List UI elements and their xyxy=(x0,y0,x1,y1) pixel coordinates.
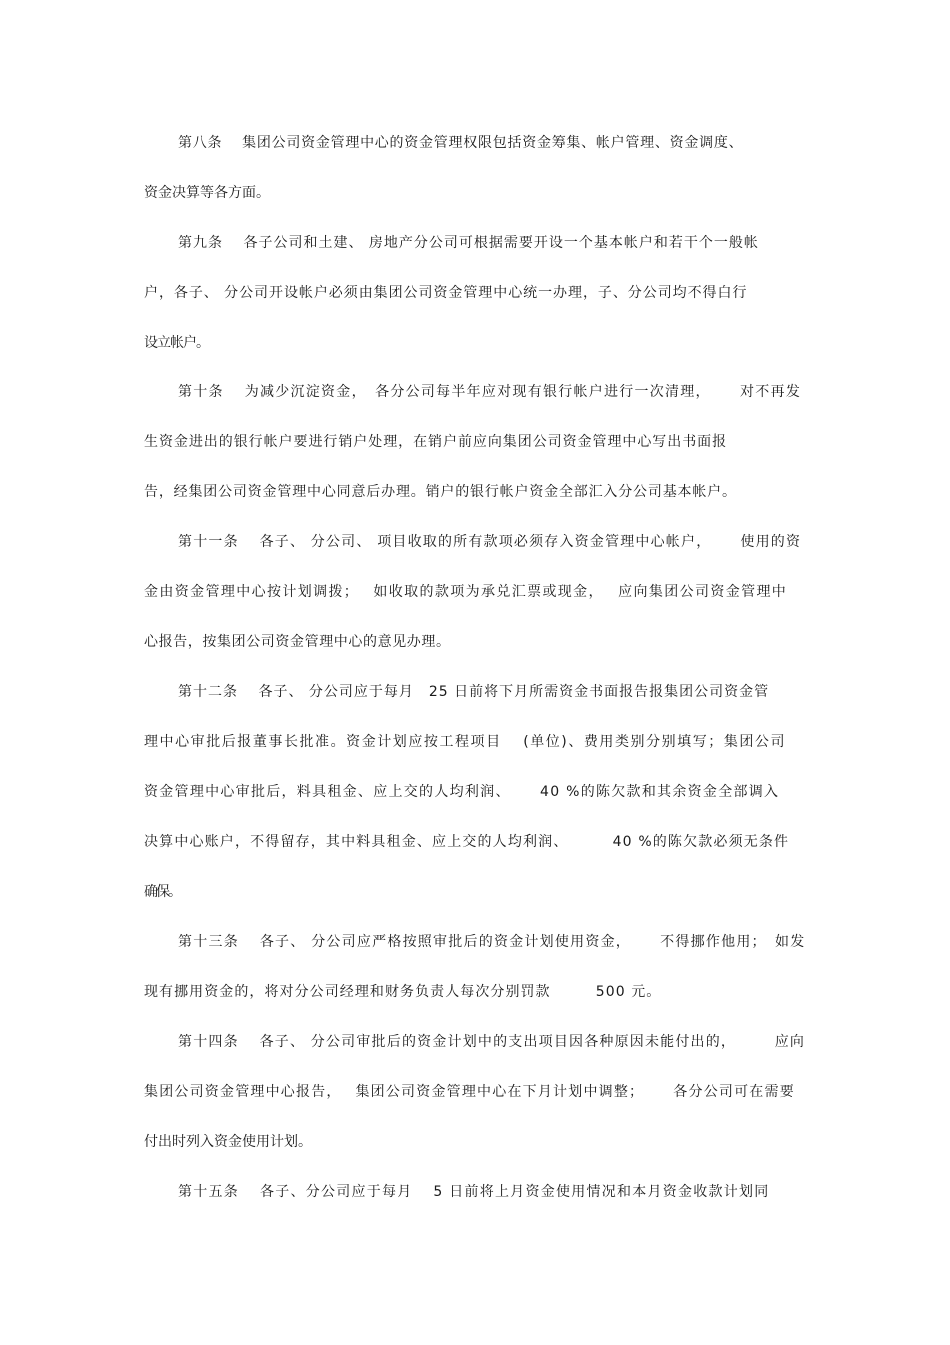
article-14-line-3: 付出时列入资金使用计划。 xyxy=(144,1134,312,1150)
article-12-line-4: 决算中心账户，不得留存，其中料具租金、应上交的人均利润、 40 %的陈欠款必须无条件 xyxy=(144,834,790,850)
article-12-line-3: 资金管理中心审批后，料具租金、应上交的人均利润、 40 %的陈欠款和其余资金全部调入 xyxy=(144,784,780,800)
article-12-line-1: 第十二条 各子、 分公司应于每月 25 日前将下月所需资金书面报告报集团公司资金管 xyxy=(178,684,770,700)
article-11-line-3: 心报告，按集团公司资金管理中心的意见办理。 xyxy=(144,634,451,650)
article-12-line-2: 理中心审批后报董事长批准。资金计划应按工程项目 (单位)、费用类别分别填写；集团公司 xyxy=(144,734,787,750)
article-13-line-1: 第十三条 各子、 分公司应严格按照审批后的资金计划使用资金， 不得挪作他用； 如发 xyxy=(178,934,806,950)
article-14-line-2: 集团公司资金管理中心报告， 集团公司资金管理中心在下月计划中调整； 各分公司可在需要 xyxy=(144,1084,795,1100)
article-15-line-1: 第十五条 各子、分公司应于每月 5 日前将上月资金使用情况和本月资金收款计划同 xyxy=(178,1184,770,1200)
article-8-line-2: 资金决算等各方面。 xyxy=(144,185,270,201)
article-10-line-3: 告，经集团公司资金管理中心同意后办理。销户的银行帐户资金全部汇入分公司基本帐户。 xyxy=(144,484,737,500)
article-13-line-2: 现有挪用资金的，将对分公司经理和财务负责人每次分别罚款 500 元。 xyxy=(144,984,662,1000)
article-10-line-1: 第十条 为减少沉淀资金， 各分公司每半年应对现有银行帐户进行一次清理， 对不再发 xyxy=(178,384,802,400)
article-14-line-1: 第十四条 各子、 分公司审批后的资金计划中的支出项目因各种原因未能付出的， 应向 xyxy=(178,1034,806,1050)
article-10-line-2: 生资金进出的银行帐户要进行销户处理，在销户前应向集团公司资金管理中心写出书面报 xyxy=(144,434,728,450)
article-12-line-5: 确保。 xyxy=(144,884,180,900)
article-11-line-2: 金由资金管理中心按计划调拨； 如收取的款项为承兑汇票或现金， 应向集团公司资金管理中 xyxy=(144,584,788,600)
article-9-line-1: 第九条 各子公司和土建、 房地产分公司可根据需要开设一个基本帐户和若干个一般帐 xyxy=(178,235,759,251)
article-8-line-1: 第八条 集团公司资金管理中心的资金管理权限包括资金筹集、帐户管理、资金调度、 xyxy=(178,135,744,151)
article-9-line-2: 户，各子、 分公司开设帐户必须由集团公司资金管理中心统一办理，子、分公司均不得白行 xyxy=(144,285,748,301)
article-11-line-1: 第十一条 各子、 分公司、 项目收取的所有款项必须存入资金管理中心帐户， 使用的资 xyxy=(178,534,802,550)
article-9-line-3: 设立帐户。 xyxy=(144,335,209,351)
